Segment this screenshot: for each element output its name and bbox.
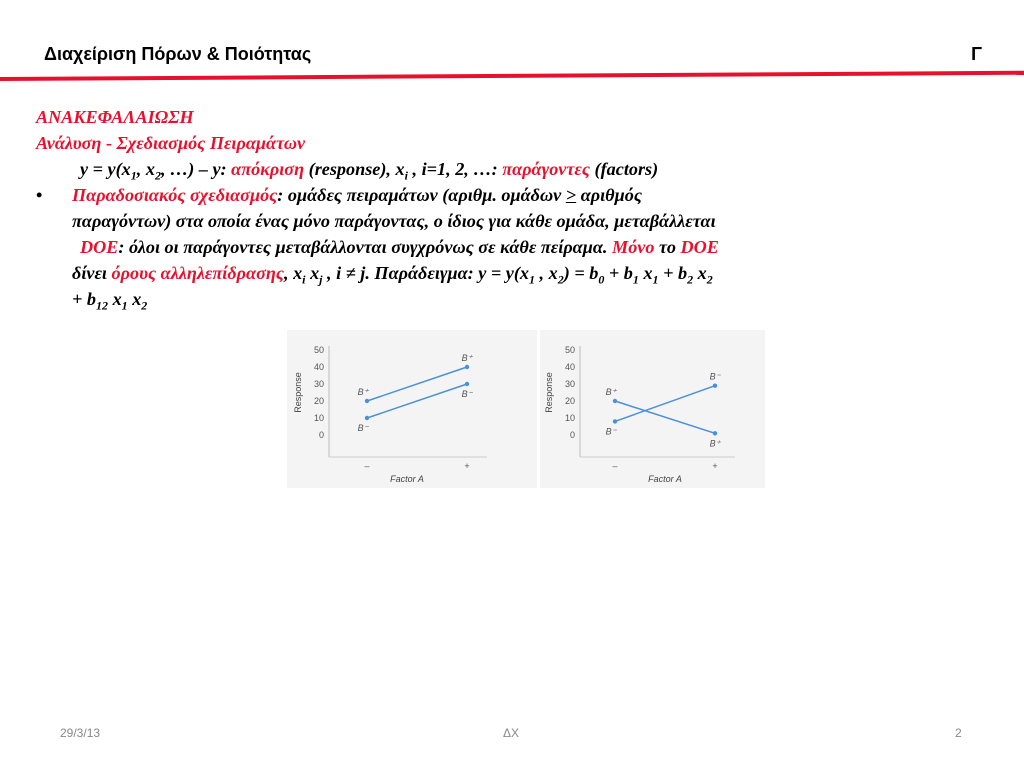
bullet-glyph: • [36,185,43,205]
data-label-B+: B⁺ [461,353,473,363]
y-tick-label: 0 [318,430,324,440]
slide-title: Διαχείριση Πόρων & Ποιότητας [44,44,312,64]
page-number: 2 [955,726,962,740]
chart-svg-2 [540,330,765,488]
subtitle: Ανάλυση - Σχεδιασμός Πειραμάτων [36,133,306,153]
equation-continued: + $b_{12}$ $x_1$ $x_2$ [72,289,148,313]
data-point-B+ [613,399,617,403]
data-point-B+ [465,365,469,369]
y-tick-label: 0 [569,430,575,440]
y-tick-label: 50 [313,345,324,355]
data-point-B− [365,416,369,420]
data-label-B+: B⁺ [357,387,369,397]
series-line-B− [615,386,715,422]
slide-body [36,104,1011,312]
interaction-plot-no-interaction [287,330,537,488]
section-letter: Γ [971,44,982,64]
y-tick-label: 20 [313,396,324,406]
y-axis-label: Response [293,372,303,413]
y-axis-label: Response [544,372,554,413]
recap-heading: ΑΝΑΚΕΦΑΛΑΙΩΣΗ [36,107,194,127]
data-label-B−: B⁻ [357,423,369,433]
definition-line: $y = y(x_1$, $x_2$, …) – y: απόκριση (response), $x_i$ , i=1, 2, …: παράγοντες (factors) [80,159,659,183]
x-axis-label: Factor A [648,474,682,484]
y-tick-label: 40 [564,362,575,372]
data-point-B+ [713,431,717,435]
y-tick-label: 40 [313,362,324,372]
y-tick-label: 10 [564,413,575,423]
series-line-B− [367,384,467,418]
series-line-B+ [367,367,467,401]
data-point-B− [613,419,617,423]
x-axis-label: Factor A [390,474,424,484]
data-point-B− [713,384,717,388]
data-label-B+: B⁺ [605,387,617,397]
y-tick-label: 30 [313,379,324,389]
y-tick-label: 30 [564,379,575,389]
y-tick-label: 20 [564,396,575,406]
footer-date: 29/3/13 [60,726,101,740]
x-tick-label: + [464,461,470,471]
bullet-line-1: • Παραδοσιακός σχεδιασμός: ομάδες πειραμάτων (αριθμ. ομάδων > αριθμός [36,182,1011,208]
series-line-B+ [615,401,715,433]
data-label-B−: B⁻ [461,389,473,399]
doe-line: DOE: όλοι οι παράγοντες μεταβάλλονται συγχρόνως σε κάθε πείραμα. Μόνο το DOE [80,237,719,257]
data-label-B+: B⁺ [709,438,721,449]
data-label-B−: B⁻ [709,371,721,382]
data-label-B−: B⁻ [605,426,617,437]
x-tick-label: – [364,461,370,471]
footer-author: ΔΧ [503,726,520,740]
y-tick-label: 10 [313,413,324,423]
y-tick-label: 50 [564,345,575,355]
data-point-B− [465,382,469,386]
x-tick-label: + [712,461,718,471]
data-point-B+ [365,399,369,403]
chart-svg-1 [287,330,537,488]
x-tick-label: – [612,461,618,471]
interaction-plot-with-interaction [540,330,765,488]
bullet-line-2: παραγόντων) στα οποία ένας μόνο παράγοντας, ο ίδιος για κάθε ομάδα, μεταβάλλεται [72,211,716,231]
title-divider [0,71,1024,81]
interaction-line: δίνει όρους αλληλεπίδρασης, $x_i$ $x_j$ , i ≠ j. Παράδειγμα: $y = y(x_1$ , $x_2) = b_0 + b_1$ $x_1 + b_2$ $x_2$ [72,263,713,287]
